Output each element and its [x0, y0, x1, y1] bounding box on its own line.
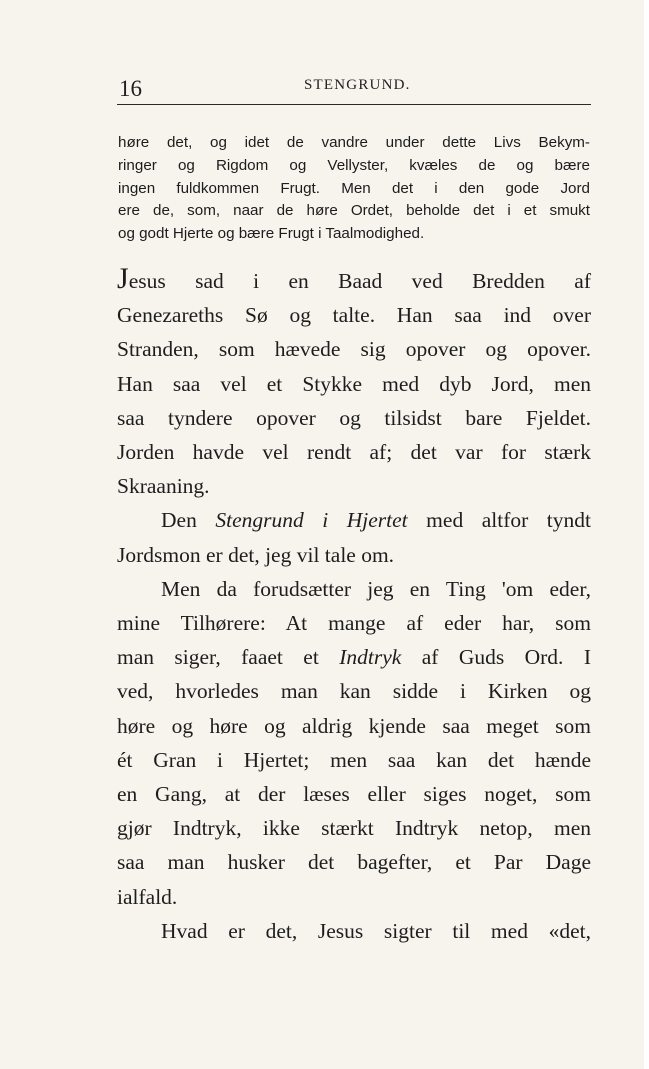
body-line: høre og høre og aldrig kjende saa meget som: [117, 713, 591, 738]
body-line: Skraaning.: [117, 474, 210, 499]
body-line: saa tyndere opover og tilsidst bare Fjeldet.: [117, 405, 591, 430]
body-line: Jorden havde vel rendt af; det var for stærk: [117, 440, 591, 465]
body-line: [117, 503, 591, 537]
text-run: med altfor tyndt: [407, 508, 591, 533]
body-line: Hvad er det, Jesus sigter til med «det,: [161, 918, 591, 943]
body-line: Jordsmon er det, jeg vil tale om.: [117, 542, 395, 567]
body-line: gjør Indtryk, ikke stærkt Indtryk netop, men: [117, 816, 591, 841]
body-line: Stranden, som hævede sig opover og opover.: [117, 337, 591, 362]
page-header: [117, 72, 590, 108]
body-line: saa man husker det bagefter, et Par Dage: [117, 850, 591, 875]
body-line: Genezareths Sø og talte. Han saa ind over: [117, 303, 591, 328]
small-line: høre det, og idet de vandre under dette Livs Bekym-: [118, 134, 590, 151]
text-run: man siger, faaet et: [117, 645, 340, 670]
body-line: en Gang, at der læses eller siges noget, som: [117, 782, 591, 807]
header-rule: [117, 104, 591, 105]
small-line: ingen fuldkommen Frugt. Men det i den gode Jord: [118, 179, 590, 197]
body-line: Men da forudsætter jeg en Ting 'om eder,: [161, 576, 591, 601]
body-line: ét Gran i Hjertet; men saa kan det hænde: [117, 747, 591, 772]
body-line: [117, 264, 591, 298]
text-run: Den: [161, 508, 216, 533]
text-run: af Guds Ord. I: [401, 645, 591, 670]
emphasis: Stengrund i Hjertet: [215, 508, 408, 533]
body-line: ialfald.: [117, 884, 178, 909]
quoted-scripture-paragraph: [118, 132, 590, 246]
running-head: STENGRUND.: [304, 77, 411, 93]
small-line: ere de, som, naar de høre Ordet, beholde det i et smukt: [118, 202, 590, 220]
drop-cap: J: [117, 262, 129, 295]
body-line: ved, hvorledes man kan sidde i Kirken og: [117, 679, 591, 704]
small-line: og godt Hjerte og bære Frugt i Taalmodighed.: [118, 225, 425, 243]
body-text: [117, 264, 591, 948]
page-number: 16: [119, 76, 142, 101]
body-line: [117, 640, 591, 674]
scan-margin: [644, 0, 649, 1069]
emphasis: Indtryk: [339, 645, 402, 670]
body-line: mine Tilhørere: At mange af eder har, som: [117, 611, 591, 636]
small-line: ringer og Rigdom og Vellyster, kvæles de og bære: [118, 156, 590, 174]
body-line-text: esus sad i en Baad ved Bredden af: [128, 269, 591, 293]
body-line: Han saa vel et Stykke med dyb Jord, men: [117, 371, 591, 396]
